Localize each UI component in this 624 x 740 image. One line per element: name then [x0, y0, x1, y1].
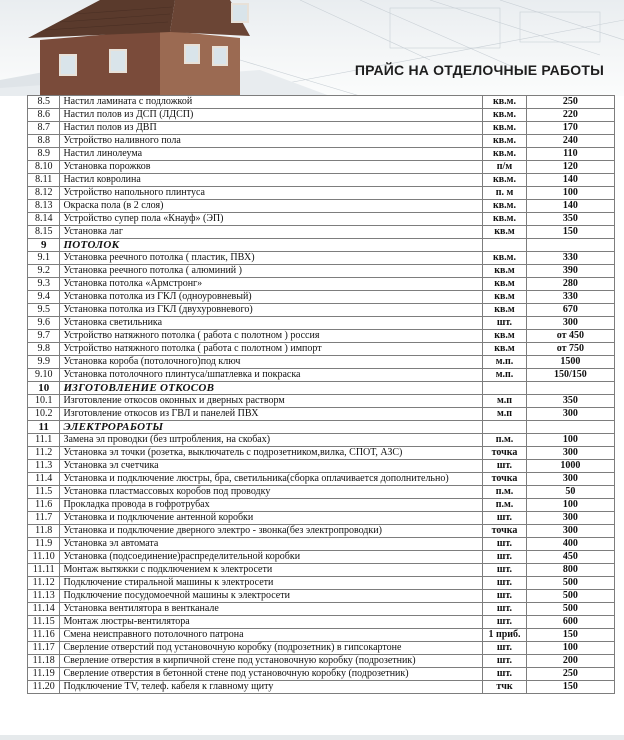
row-name: Установка светильника: [60, 317, 483, 330]
row-price: 300: [526, 408, 614, 421]
row-unit: кв.м.: [483, 213, 527, 226]
row-number: 8.12: [28, 187, 60, 200]
row-number: 11.20: [28, 681, 60, 694]
table-row: [28, 317, 615, 330]
row-price: 150/150: [526, 369, 614, 382]
row-number: 11.19: [28, 668, 60, 681]
row-price: 300: [526, 473, 614, 486]
row-price: 330: [526, 252, 614, 265]
table-row: [28, 460, 615, 473]
row-number: 9.4: [28, 291, 60, 304]
row-price: 150: [526, 226, 614, 239]
table-row: [28, 369, 615, 382]
row-number: 11.14: [28, 603, 60, 616]
row-name: Установка и подключение антенной коробки: [60, 512, 483, 525]
row-number: 11.15: [28, 616, 60, 629]
row-name: Установка эл автомата: [60, 538, 483, 551]
row-name: Устройство натяжного потолка ( работа с полотном ) россия: [60, 330, 483, 343]
footer-strip: [0, 735, 624, 740]
row-unit: м.п: [483, 408, 527, 421]
table-row: [28, 486, 615, 499]
table-row: [28, 96, 615, 109]
row-unit: шт.: [483, 668, 527, 681]
row-unit: шт.: [483, 577, 527, 590]
row-price: 390: [526, 265, 614, 278]
row-number: 9.3: [28, 278, 60, 291]
row-name: Установка лаг: [60, 226, 483, 239]
row-price: 450: [526, 551, 614, 564]
row-unit: кв.м.: [483, 200, 527, 213]
row-number: 11.12: [28, 577, 60, 590]
table-row: [28, 473, 615, 486]
row-number: 9.6: [28, 317, 60, 330]
row-name: Устройство напольного плинтуса: [60, 187, 483, 200]
table-row: [28, 291, 615, 304]
row-number: 11.8: [28, 525, 60, 538]
row-unit: п.м.: [483, 486, 527, 499]
row-number: 11.3: [28, 460, 60, 473]
row-unit: кв.м.: [483, 96, 527, 109]
section-row: [28, 239, 615, 252]
row-name: Изготовление откосов оконных и дверных растворм: [60, 395, 483, 408]
row-number: 9.8: [28, 343, 60, 356]
row-name: Установка потолочного плинтуса/шпатлевка и покраска: [60, 369, 483, 382]
row-name: Установка потолка из ГКЛ (одноуровневый): [60, 291, 483, 304]
table-row: [28, 252, 615, 265]
row-name: Монтаж люстры-вентилятора: [60, 616, 483, 629]
row-number: 9.7: [28, 330, 60, 343]
table-row: [28, 655, 615, 668]
row-unit: кв.м.: [483, 109, 527, 122]
table-row: [28, 564, 615, 577]
row-price: 1000: [526, 460, 614, 473]
table-row: [28, 343, 615, 356]
row-price: [526, 421, 614, 434]
table-row: [28, 642, 615, 655]
row-number: 8.14: [28, 213, 60, 226]
row-unit: кв.м.: [483, 174, 527, 187]
row-price: 280: [526, 278, 614, 291]
row-price: 50: [526, 486, 614, 499]
row-name: Устройство наливного пола: [60, 135, 483, 148]
row-unit: кв.м: [483, 278, 527, 291]
row-number: 9.1: [28, 252, 60, 265]
row-price: 150: [526, 681, 614, 694]
row-number: 11.18: [28, 655, 60, 668]
table-row: [28, 395, 615, 408]
row-number: 9.10: [28, 369, 60, 382]
row-unit: шт.: [483, 551, 527, 564]
row-name: Установка (подсоединение)распределительной коробки: [60, 551, 483, 564]
row-name: Подключение TV, телеф. кабеля к главному щиту: [60, 681, 483, 694]
table-row: [28, 499, 615, 512]
row-unit: 1 приб.: [483, 629, 527, 642]
row-price: 150: [526, 629, 614, 642]
row-name: Установка и подключение люстры, бра, светильника(сборка оплачивается дополнительно): [60, 473, 483, 486]
row-number: 11.7: [28, 512, 60, 525]
row-name: ПОТОЛОК: [60, 239, 483, 252]
row-name: Сверление отверстия в кирпичной стене под установочную коробку (подрозетник): [60, 655, 483, 668]
table-row: [28, 434, 615, 447]
house-illustration: [0, 0, 624, 96]
row-number: 9.9: [28, 356, 60, 369]
row-name: Смена неисправного потолочного патрона: [60, 629, 483, 642]
table-row: [28, 174, 615, 187]
row-name: Установка реечного потолка ( алюминий ): [60, 265, 483, 278]
row-number: 11.2: [28, 447, 60, 460]
row-unit: [483, 382, 527, 395]
row-number: 8.8: [28, 135, 60, 148]
row-price: 140: [526, 174, 614, 187]
row-unit: шт.: [483, 512, 527, 525]
row-number: 8.11: [28, 174, 60, 187]
row-unit: шт.: [483, 460, 527, 473]
table-row: [28, 590, 615, 603]
row-name: Установка и подключение дверного электро - звонка(без электропроводки): [60, 525, 483, 538]
table-row: [28, 603, 615, 616]
row-unit: кв.м: [483, 265, 527, 278]
row-number: 11.11: [28, 564, 60, 577]
row-number: 9.2: [28, 265, 60, 278]
table-row: [28, 525, 615, 538]
table-row: [28, 187, 615, 200]
row-number: 10: [28, 382, 60, 395]
table-row: [28, 122, 615, 135]
row-unit: кв.м.: [483, 122, 527, 135]
table-row: [28, 304, 615, 317]
table-row: [28, 135, 615, 148]
row-price: [526, 382, 614, 395]
row-name: Устройство натяжного потолка ( работа с полотном ) импорт: [60, 343, 483, 356]
row-number: 10.1: [28, 395, 60, 408]
row-price: 100: [526, 434, 614, 447]
table-row: [28, 278, 615, 291]
row-unit: кв.м: [483, 330, 527, 343]
table-row: [28, 265, 615, 278]
row-price: 300: [526, 512, 614, 525]
row-price: 1500: [526, 356, 614, 369]
row-name: Окраска пола (в 2 слоя): [60, 200, 483, 213]
row-price: 220: [526, 109, 614, 122]
table-row: [28, 512, 615, 525]
row-price: 500: [526, 577, 614, 590]
row-unit: м.п.: [483, 356, 527, 369]
row-number: 11.1: [28, 434, 60, 447]
row-unit: точка: [483, 525, 527, 538]
row-unit: шт.: [483, 603, 527, 616]
row-unit: п. м: [483, 187, 527, 200]
section-row: [28, 382, 615, 395]
row-number: 8.6: [28, 109, 60, 122]
row-unit: шт.: [483, 590, 527, 603]
row-unit: шт.: [483, 616, 527, 629]
row-price: 500: [526, 590, 614, 603]
row-price: 250: [526, 668, 614, 681]
row-name: Настил полов из ДВП: [60, 122, 483, 135]
row-unit: точка: [483, 447, 527, 460]
row-number: 9: [28, 239, 60, 252]
table-row: [28, 161, 615, 174]
row-price: 170: [526, 122, 614, 135]
row-price: 300: [526, 317, 614, 330]
row-price: 240: [526, 135, 614, 148]
row-price: [526, 239, 614, 252]
row-name: Подключение стиральной машины к электросети: [60, 577, 483, 590]
row-unit: кв.м: [483, 304, 527, 317]
page-title: ПРАЙС НА ОТДЕЛОЧНЫЕ РАБОТЫ: [354, 62, 604, 78]
row-number: 11.16: [28, 629, 60, 642]
row-price: 330: [526, 291, 614, 304]
table-row: [28, 538, 615, 551]
row-price: 140: [526, 200, 614, 213]
table-row: [28, 109, 615, 122]
row-number: 11.17: [28, 642, 60, 655]
row-name: Установка пластмассовых коробов под проводку: [60, 486, 483, 499]
row-name: Сверление отверстия в бетонной стене под установочную коробку (подрозетник): [60, 668, 483, 681]
row-price: 200: [526, 655, 614, 668]
row-unit: тчк: [483, 681, 527, 694]
row-name: Прокладка провода в гофротрубах: [60, 499, 483, 512]
row-unit: кв.м.: [483, 252, 527, 265]
row-unit: [483, 421, 527, 434]
row-number: 8.10: [28, 161, 60, 174]
row-price: 600: [526, 616, 614, 629]
row-price: 300: [526, 525, 614, 538]
row-name: ЭЛЕКТРОРАБОТЫ: [60, 421, 483, 434]
price-table: [27, 95, 615, 694]
row-price: 250: [526, 96, 614, 109]
table-row: [28, 629, 615, 642]
table-row: [28, 681, 615, 694]
row-unit: кв.м.: [483, 148, 527, 161]
row-name: Установка потолка «Армстронг»: [60, 278, 483, 291]
table-row: [28, 148, 615, 161]
row-name: Настил ламината с подложкой: [60, 96, 483, 109]
row-name: Установка порожков: [60, 161, 483, 174]
table-row: [28, 200, 615, 213]
row-unit: точка: [483, 473, 527, 486]
row-price: 100: [526, 499, 614, 512]
row-number: 8.13: [28, 200, 60, 213]
table-row: [28, 213, 615, 226]
table-row: [28, 447, 615, 460]
row-unit: шт.: [483, 655, 527, 668]
row-name: Установка потолка из ГКЛ (двухуровневого): [60, 304, 483, 317]
row-number: 8.9: [28, 148, 60, 161]
row-price: 300: [526, 447, 614, 460]
table-row: [28, 408, 615, 421]
row-price: 400: [526, 538, 614, 551]
row-number: 11.13: [28, 590, 60, 603]
table-row: [28, 330, 615, 343]
row-name: Установка эл точки (розетка, выключатель с подрозетником,вилка, СПОТ, АЗС): [60, 447, 483, 460]
header-banner: [0, 0, 624, 96]
row-number: 11.5: [28, 486, 60, 499]
table-row: [28, 577, 615, 590]
row-number: 11.9: [28, 538, 60, 551]
row-name: Подключение посудомоечной машины к электросети: [60, 590, 483, 603]
row-price: 100: [526, 642, 614, 655]
row-name: Сверление отверстий под установочную коробку (подрозетник) в гипсокартоне: [60, 642, 483, 655]
row-name: Устройство супер пола «Кнауф» (ЭП): [60, 213, 483, 226]
row-price: 800: [526, 564, 614, 577]
row-price: 100: [526, 187, 614, 200]
row-unit: шт.: [483, 642, 527, 655]
table-row: [28, 551, 615, 564]
table-row: [28, 616, 615, 629]
row-price: от 450: [526, 330, 614, 343]
row-name: Установка короба (потолочного)под ключ: [60, 356, 483, 369]
table-row: [28, 356, 615, 369]
row-price: 350: [526, 395, 614, 408]
row-name: Установка эл счетчика: [60, 460, 483, 473]
row-price: 110: [526, 148, 614, 161]
row-unit: м.п.: [483, 369, 527, 382]
table-row: [28, 226, 615, 239]
row-number: 11.6: [28, 499, 60, 512]
row-number: 11.4: [28, 473, 60, 486]
table-row: [28, 668, 615, 681]
row-number: 8.7: [28, 122, 60, 135]
row-name: Замена эл проводки (без штробления, на скобах): [60, 434, 483, 447]
row-name: Настил полов из ДСП (ЛДСП): [60, 109, 483, 122]
row-name: ИЗГОТОВЛЕНИЕ ОТКОСОВ: [60, 382, 483, 395]
row-name: Настил ковролина: [60, 174, 483, 187]
row-unit: п.м.: [483, 499, 527, 512]
row-price: 500: [526, 603, 614, 616]
row-name: Изготовление откосов из ГВЛ и панелей ПВХ: [60, 408, 483, 421]
row-price: 350: [526, 213, 614, 226]
row-number: 8.5: [28, 96, 60, 109]
row-number: 11: [28, 421, 60, 434]
row-unit: м.п: [483, 395, 527, 408]
row-price: от 750: [526, 343, 614, 356]
row-name: Установка реечного потолка ( пластик, ПВХ): [60, 252, 483, 265]
row-unit: кв.м.: [483, 135, 527, 148]
row-unit: [483, 239, 527, 252]
row-name: Установка вентилятора в вентканале: [60, 603, 483, 616]
section-row: [28, 421, 615, 434]
row-unit: п.м.: [483, 434, 527, 447]
row-name: Настил линолеума: [60, 148, 483, 161]
row-price: 120: [526, 161, 614, 174]
row-price: 670: [526, 304, 614, 317]
row-unit: кв.м: [483, 226, 527, 239]
row-number: 9.5: [28, 304, 60, 317]
row-unit: кв.м: [483, 291, 527, 304]
row-unit: п/м: [483, 161, 527, 174]
row-name: Монтаж вытяжки с подключением к электросети: [60, 564, 483, 577]
row-unit: шт.: [483, 538, 527, 551]
row-unit: шт.: [483, 317, 527, 330]
row-number: 10.2: [28, 408, 60, 421]
row-unit: кв.м: [483, 343, 527, 356]
row-number: 8.15: [28, 226, 60, 239]
row-number: 11.10: [28, 551, 60, 564]
row-unit: шт.: [483, 564, 527, 577]
